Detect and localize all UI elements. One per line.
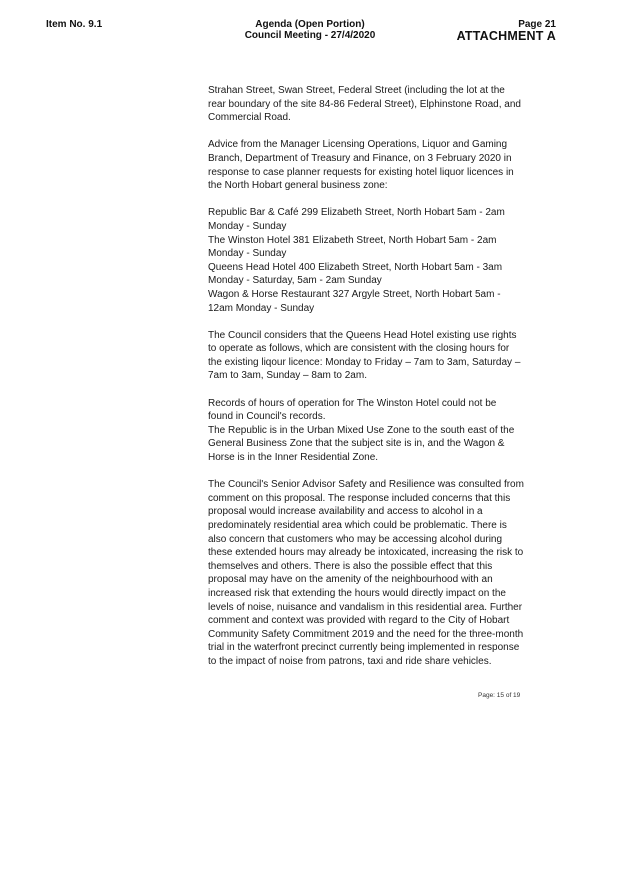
licence-wagon-horse: Wagon & Horse Restaurant 327 Argyle Street, North Hobart 5am - 12am Monday - Sunday: [208, 288, 501, 314]
paragraph-queens-head: The Council considers that the Queens Head Hotel existing use rights to operate as follows, which are consistent with the closing hours for the existing liqour licence: Monday to Friday – 7am to 3am, Saturday – 7am to 3am, Sunday – 8am to 2am.: [208, 329, 521, 382]
records-winston: Records of hours of operation for The Winston Hotel could not be found in Council's records.: [208, 397, 497, 423]
agenda-title: Agenda (Open Portion): [255, 19, 365, 30]
paragraph-streets: Strahan Street, Swan Street, Federal Street (including the lot at the rear boundary of the site 84-86 Federal Street), Elphinstone Road, and Commercial Road.: [208, 85, 521, 124]
licence-winston: The Winston Hotel 381 Elizabeth Street, North Hobart 5am - 2am Monday - Sunday: [208, 234, 497, 260]
page-number: Page 21: [518, 19, 556, 30]
agenda-header: [200, 19, 420, 41]
records-zones: The Republic is in the Urban Mixed Use Zone to the south east of the General Business Zone that the subject site is in, and the Wagon & Horse is in the Inner Residential Zone.: [208, 424, 515, 464]
page-header: [457, 19, 556, 43]
paragraph-advice: Advice from the Manager Licensing Operations, Liquor and Gaming Branch, Department of Treasury and Finance, on 3 February 2020 in response to case planner requests for existing hotel liquor licences in the North Hobart general business zone:: [208, 139, 514, 192]
paragraph-records: [208, 397, 524, 465]
paragraph-safety-advisor: The Council's Senior Advisor Safety and Resilience was consulted from comment on this proposal. The response included concerns that this proposal would increase availability and access to alcohol in a predominately residential area which could be problematic. There is also concern that customers who may be accessing alcohol during these extended hours may already be intoxicated, increasing the risk to themselves and others. There is also the possible effect that this proposal may have on the amenity of the neighbourhood with an increased risk that extending the hours would directly impact on the levels of noise, nuisance and vandalism in this residential area. Further comment and context was provided with regard to the City of Hobart Community Safety Commitment 2019 and the need for the three-month trial in the waterfront precinct currently being implemented in response to the impact of noise from patrons, taxi and ride share vehicles.: [208, 479, 524, 667]
licence-republic: Republic Bar & Café 299 Elizabeth Street, North Hobart 5am - 2am Monday - Sunday: [208, 207, 505, 232]
attachment-label: ATTACHMENT A: [456, 29, 556, 43]
document-body: [208, 84, 524, 682]
item-number: Item No. 9.1: [46, 19, 103, 30]
licence-queens-head: Queens Head Hotel 400 Elizabeth Street, North Hobart 5am - 3am Monday - Saturday, 5am - 2am Sunday: [208, 261, 503, 287]
page-footer: Page: 15 of 19: [478, 692, 521, 699]
meeting-date: Council Meeting - 27/4/2020: [244, 30, 376, 41]
licence-list: [208, 206, 524, 315]
